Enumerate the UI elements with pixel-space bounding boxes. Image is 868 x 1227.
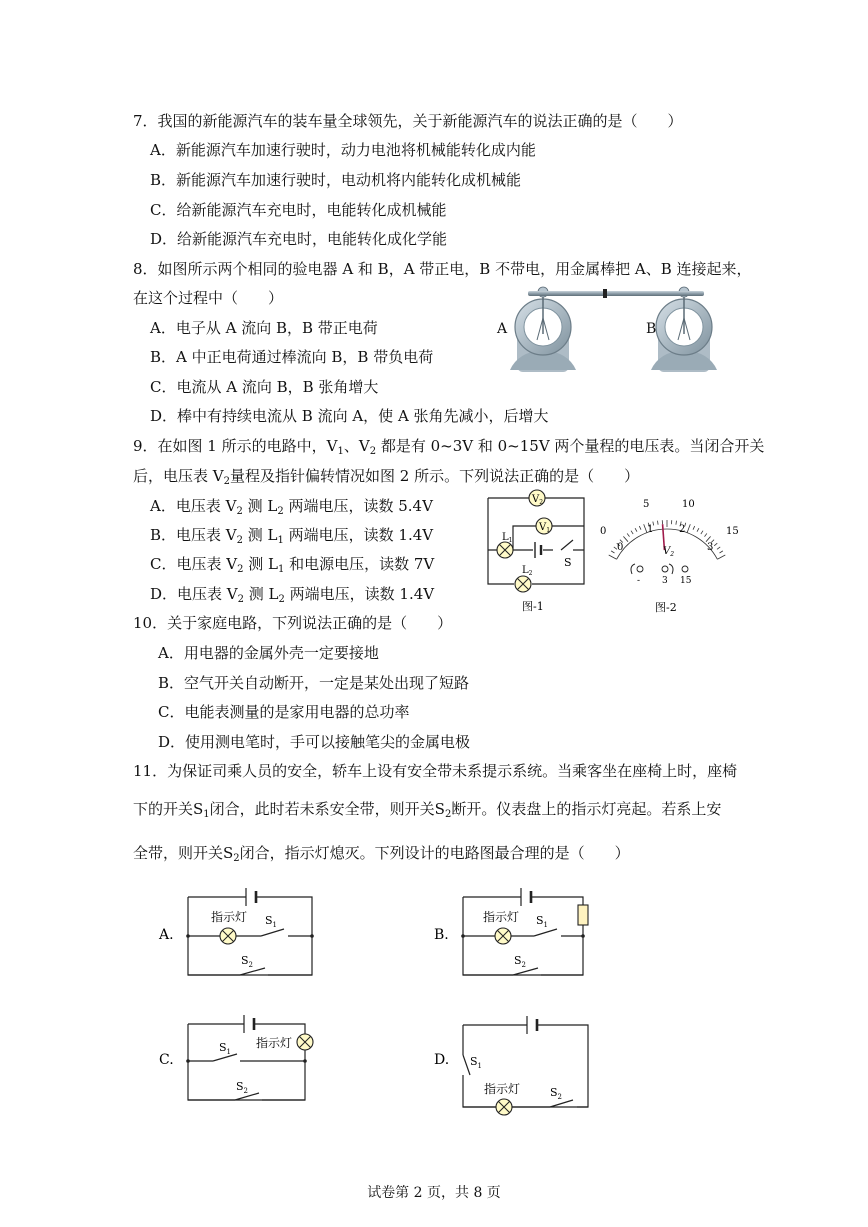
indicator-lamp — [297, 1034, 313, 1050]
label-b: B — [646, 321, 657, 337]
dial-needle-label: $V_2$ — [663, 546, 675, 558]
q10-option-a: A．用电器的金属外壳一定要接地 — [158, 644, 379, 662]
svg-text:0: 0 — [617, 542, 624, 553]
rod-handle — [603, 289, 607, 298]
svg-text:3: 3 — [707, 542, 714, 553]
switch-s1-label: $S_1$ — [219, 1041, 232, 1056]
q7-option-a: A．新能源汽车加速行驶时，动力电池将机械能转化成内能 — [150, 141, 536, 159]
q8-option-b: B．A 中正电荷通过棒流向 B，B 带负电荷 — [150, 348, 434, 366]
dial-tick — [701, 531, 703, 534]
protective-resistor — [578, 905, 588, 925]
figure-2-caption: 图-2 — [655, 601, 677, 614]
dial-tick — [714, 543, 717, 546]
switch-s2-label: $S_2$ — [236, 1080, 249, 1095]
switch-s2-label: $S_2$ — [241, 954, 254, 969]
dial-tick — [717, 547, 720, 549]
dial-tick — [658, 521, 659, 525]
q8-option-a: A．电子从 A 流向 B，B 带正电荷 — [150, 319, 378, 337]
dial-tick — [627, 533, 629, 536]
q10-option-d: D．使用测电笔时，手可以接触笔尖的金属电极 — [158, 733, 471, 751]
dial-tick — [697, 528, 699, 532]
figure-1-caption: 图-1 — [522, 600, 544, 613]
metal-rod — [528, 291, 704, 296]
page-footer: 试卷第 2 页，共 8 页 — [367, 1185, 501, 1201]
q8-option-d: D．棒中有持续电流从 B 流向 A，使 A 张角先减小，后增大 — [150, 407, 549, 425]
q9-option-b: B．电压表 $V_2$ 测 $L_1$ 两端电压，读数 1.4V — [150, 526, 434, 546]
lamp-label: 指示灯 — [211, 910, 248, 924]
svg-text:10: 10 — [682, 499, 695, 510]
q9-circuit-figure-1 — [480, 486, 595, 616]
electroscope-figure — [488, 282, 720, 372]
dial-top-scale — [600, 499, 739, 537]
svg-text:L2: $L_2$ — [522, 565, 533, 577]
switch-s1-label: $S_1$ — [536, 914, 549, 929]
q11-circuit-d — [430, 1005, 600, 1120]
q7-option-b: B．新能源汽车加速行驶时，电动机将内能转化成机械能 — [150, 171, 522, 189]
q11-circuit-a — [155, 880, 325, 985]
q9-stem-line2: 后，电压表 $V_2$量程及指针偏转情况如图 2 所示。下列说法正确的是（ ） — [133, 467, 640, 487]
lamp-label: 指示灯 — [483, 910, 520, 924]
electroscope-a — [510, 287, 576, 372]
switch-s1-label: $S_1$ — [470, 1055, 483, 1070]
q8-stem-line2: 在这个过程中（ ） — [133, 289, 284, 307]
dial-tick — [720, 551, 723, 553]
svg-text:3: 3 — [662, 576, 668, 586]
q11-circuit-c — [155, 1005, 325, 1110]
dial-tick — [687, 524, 690, 532]
lamp-l2 — [515, 565, 533, 592]
dial-tick — [706, 536, 711, 541]
label-a: A — [497, 321, 508, 337]
option-d-label: D. — [434, 1052, 450, 1068]
dial-tick — [704, 533, 706, 536]
q9-voltmeter-figure-2 — [597, 494, 742, 618]
q8-option-c: C．电流从 A 流向 B，B 张角增大 — [150, 378, 379, 396]
dial-tick — [611, 551, 614, 553]
dial-tick — [623, 536, 628, 541]
lamp-label: 指示灯 — [256, 1036, 293, 1050]
lamp-l1 — [497, 532, 513, 558]
dial-tick — [717, 555, 725, 559]
dial-tick — [631, 531, 633, 534]
q9-option-a: A．电压表 $V_2$ 测 $L_2$ 两端电压，读数 5.4V — [150, 497, 433, 517]
dial-tick — [609, 555, 617, 559]
option-a-label: A. — [159, 927, 174, 943]
q7-option-d: D．给新能源汽车充电时，电能转化成化学能 — [150, 230, 448, 248]
dial-terminals — [631, 564, 692, 586]
q11-stem-line2: 下的开关$S_1$闭合，此时若未系安全带，则开关$S_2$断开。仪表盘上的指示灯亮起。若系上安 — [133, 800, 722, 820]
switch-s1-label: $S_1$ — [265, 914, 278, 929]
q9-option-c: C．电压表 $V_2$ 测 $L_1$ 和电源电压，读数 7V — [150, 555, 435, 575]
switch-s2-label: $S_2$ — [514, 954, 527, 969]
switch-s2-label: $S_2$ — [550, 1086, 563, 1101]
dial-tick — [639, 526, 641, 530]
q11-stem-line3: 全带，则开关$S_2$闭合，指示灯熄灭。下列设计的电路图最合理的是（ ） — [133, 844, 630, 864]
indicator-lamp — [220, 928, 236, 944]
q9-option-d: D．电压表 $V_2$ 测 $L_2$ 两端电压，读数 1.4V — [150, 585, 435, 605]
switch-s-label: S — [564, 556, 572, 569]
svg-text:V2: $V_2$ — [532, 494, 544, 506]
indicator-lamp — [495, 928, 511, 944]
lamp-label: 指示灯 — [484, 1082, 521, 1096]
svg-text:0: 0 — [600, 526, 607, 537]
q7-option-c: C．给新能源汽车充电时，电能转化成机械能 — [150, 201, 447, 219]
voltmeter-v1 — [536, 518, 552, 534]
q10-option-b: B．空气开关自动断开，一定是某处出现了短路 — [158, 674, 470, 692]
svg-text:5: 5 — [643, 499, 650, 510]
svg-text:L1: $L_1$ — [502, 532, 513, 544]
svg-text:15: 15 — [726, 526, 739, 537]
q8-stem-line1: 8．如图所示两个相同的验电器 A 和 B，A 带正电，B 不带电，用金属棒把 A、B 连接起来， — [133, 260, 752, 278]
dial-tick — [676, 521, 677, 525]
q7-stem: 7．我国的新能源汽车的装车量全球领先，关于新能源汽车的说法正确的是（ ） — [133, 112, 683, 130]
svg-text:1: 1 — [647, 524, 654, 535]
svg-text:-: - — [637, 576, 641, 586]
q11-stem-line1: 11．为保证司乘人员的安全，轿车上设有安全带未系提示系统。当乘客坐在座椅上时，座椅 — [133, 762, 738, 780]
indicator-lamp — [496, 1099, 512, 1115]
option-c-label: C. — [159, 1052, 174, 1068]
svg-text:V1: $V_1$ — [539, 522, 551, 534]
dial-tick — [635, 528, 637, 532]
svg-text:2: 2 — [679, 524, 686, 535]
voltmeter-v2 — [529, 490, 545, 506]
q9-stem-line1: 9．在如图 1 所示的电路中，$V_1$、$V_2$ 都是有 0~3V 和 0~15V 两个量程的电压表。当闭合开关 — [133, 437, 765, 457]
svg-text:15: 15 — [680, 576, 692, 586]
option-b-label: B. — [434, 927, 449, 943]
q11-circuit-b — [430, 880, 600, 985]
dial-tick — [693, 526, 695, 530]
q10-stem: 10．关于家庭电路，下列说法正确的是（ ） — [133, 614, 453, 632]
q10-option-c: C．电能表测量的是家用电器的总功率 — [158, 703, 410, 721]
electroscope-b — [651, 287, 717, 372]
